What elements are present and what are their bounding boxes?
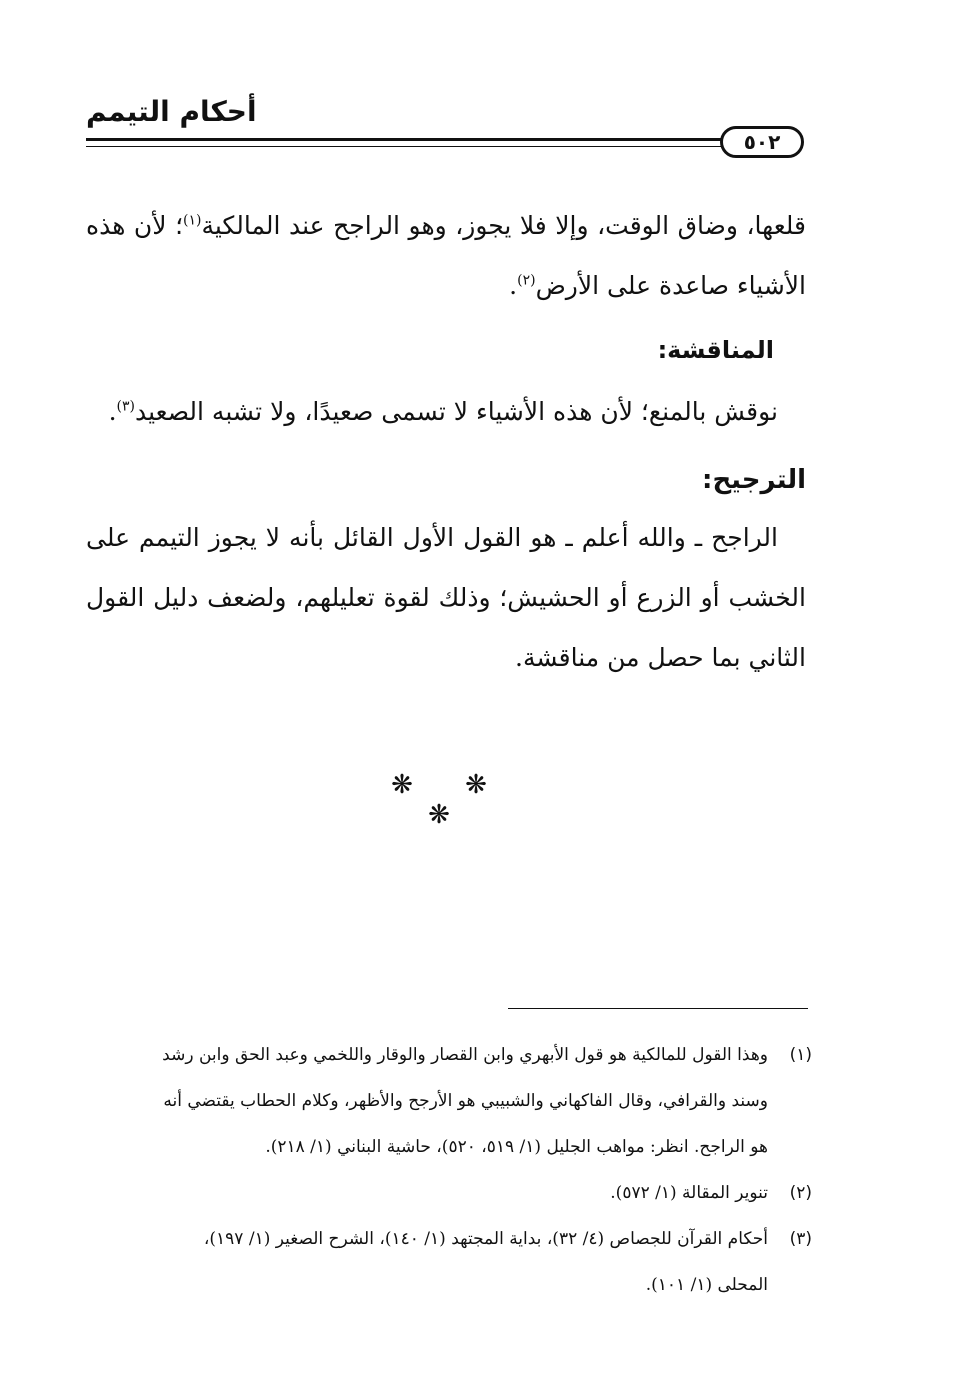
footnote-1	[90, 1032, 812, 1170]
running-header-title: أحكام التيمم	[86, 95, 257, 128]
footnote-number: (٢)	[789, 1183, 812, 1203]
text-line: الخشب أو الزرع أو الحشيش؛ وذلك لقوة تعليلهم، ولضعف دليل القول	[86, 583, 806, 612]
footnote-text: المحلى (١/ ١٠١).	[645, 1275, 768, 1295]
footnote-3	[90, 1216, 812, 1308]
header-rule-thin	[86, 146, 721, 147]
footnote-ref-2: (٢)	[517, 272, 536, 289]
footnote-text: تنوير المقالة (١/ ٥٧٢).	[610, 1183, 768, 1203]
footnote-text: أحكام القرآن للجصاص (٤/ ٣٢)، بداية المجتهد (١/ ١٤٠)، الشرح الصغير (١/ ١٩٧)،	[203, 1229, 768, 1249]
section-heading-preponderance: الترجيح:	[702, 465, 806, 495]
text-line: الراجح ـ والله أعلم ـ هو القول الأول القائل بأنه لا يجوز التيمم على	[86, 523, 778, 552]
footnote-number: (١)	[789, 1045, 812, 1065]
footnote-number: (٣)	[789, 1229, 812, 1249]
text-line: الثاني بما حصل من مناقشة.	[515, 643, 806, 672]
footnote-2	[90, 1170, 812, 1216]
page-number-badge: ٥٠٢	[720, 126, 804, 158]
section-separator-stars: ❋ ❋ ❋	[391, 770, 509, 830]
paragraph-continuation	[86, 196, 806, 316]
footnote-text: هو الراجح. انظر: مواهب الجليل (١/ ٥١٩، ٥٢٠)، حاشية البناني (١/ ٢١٨).	[265, 1137, 768, 1157]
discussion-paragraph	[86, 382, 806, 442]
footnote-ref-3: (٣)	[116, 398, 136, 415]
text-line: الأشياء صاعدة على الأرض$^{(٢)}$.	[509, 271, 806, 300]
section-heading-discussion: المناقشة:	[657, 336, 774, 364]
text-line: قلعها، وضاق الوقت، وإلا فلا يجوز، وهو الراجح عند المالكية$^{(١)}$؛ لأن هذه	[86, 211, 806, 240]
footnote-rule	[508, 1008, 808, 1009]
footnote-ref-1: (١)	[183, 212, 202, 229]
text-line: نوقش بالمنع؛ لأن هذه الأشياء لا تسمى صعيدًا، ولا تشبه الصعيد$^{(٣)}$.	[108, 397, 778, 426]
footnote-text: وهذا القول للمالكية هو قول الأبهري وابن القصار والوقار واللخمي وعبد الحق وابن رشد	[162, 1045, 768, 1065]
header-rule-thick	[86, 138, 721, 141]
preponderance-paragraph	[86, 508, 806, 688]
footnote-text: وسند والقرافي، وقال الفاكهاني والشبيبي هو الأرجح والأظهر، وكلام الحطاب يقتضي أنه	[163, 1091, 768, 1111]
